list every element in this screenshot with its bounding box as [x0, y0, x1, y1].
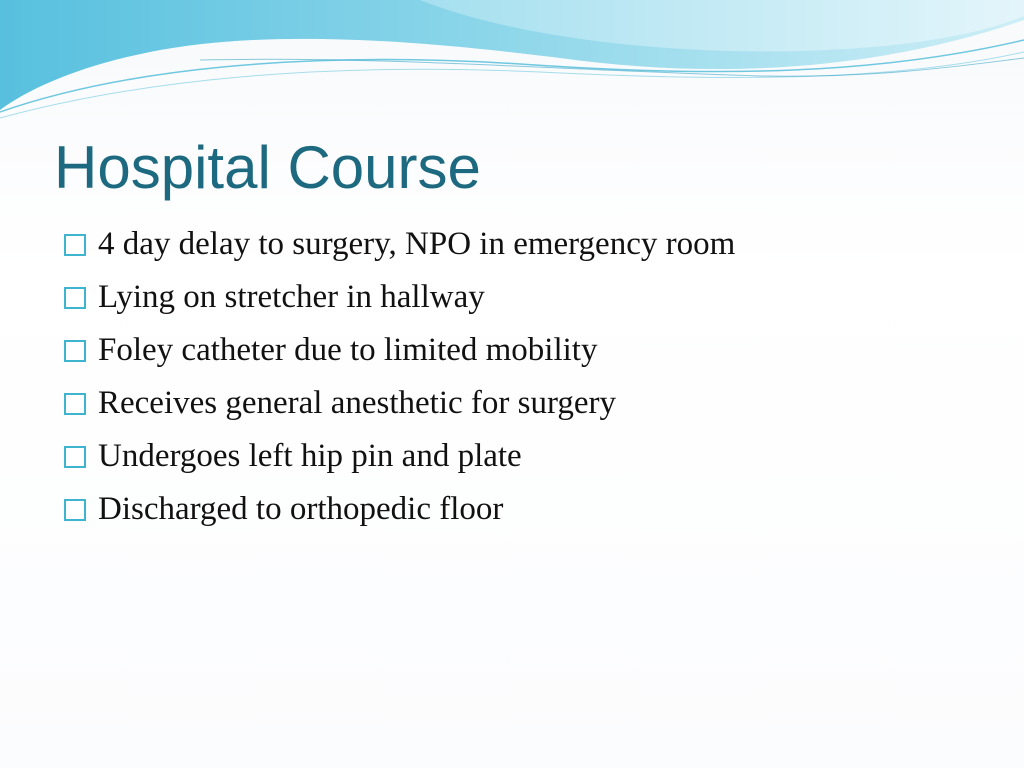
bullet-item — [64, 324, 1004, 377]
slide-title: Hospital Course — [54, 134, 481, 201]
bullet-item — [64, 430, 1004, 483]
square-bullet-icon — [64, 446, 86, 468]
bullet-text: 4 day delay to surgery, NPO in emergency room — [98, 226, 736, 262]
square-bullet-icon — [64, 340, 86, 362]
bullet-item — [64, 271, 1004, 324]
bullet-text: Lying on stretcher in hallway — [98, 279, 485, 315]
bullet-list — [64, 218, 1004, 536]
bullet-item — [64, 483, 1004, 536]
square-bullet-icon — [64, 393, 86, 415]
bullet-text: Receives general anesthetic for surgery — [98, 385, 616, 421]
square-bullet-icon — [64, 287, 86, 309]
bullet-text: Foley catheter due to limited mobility — [98, 332, 598, 368]
square-bullet-icon — [64, 234, 86, 256]
bullet-item — [64, 218, 1004, 271]
bullet-item — [64, 377, 1004, 430]
wave-line-2 — [0, 52, 1024, 118]
header-wave-decoration — [0, 0, 1024, 130]
bullet-text: Discharged to orthopedic floor — [98, 491, 504, 527]
bullet-text: Undergoes left hip pin and plate — [98, 438, 522, 474]
square-bullet-icon — [64, 499, 86, 521]
